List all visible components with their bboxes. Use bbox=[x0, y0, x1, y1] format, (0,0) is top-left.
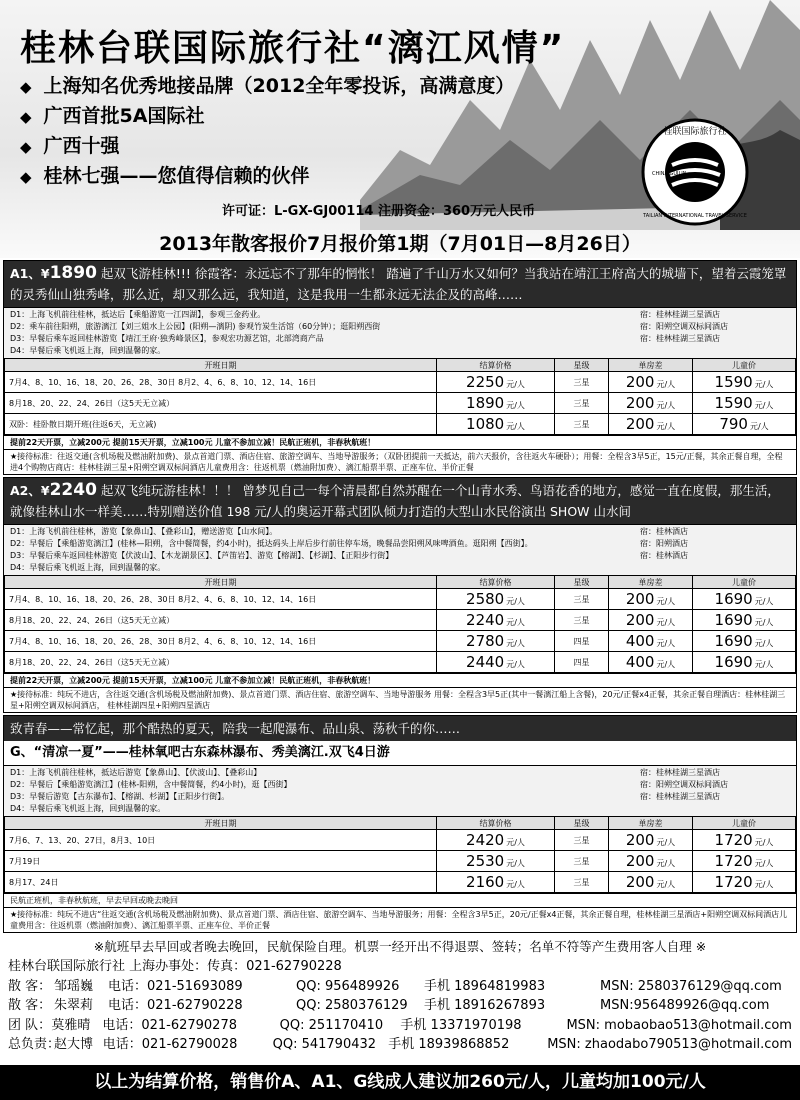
highlights-list bbox=[20, 72, 514, 192]
itinerary-hotel: 宿：桂林酒店 bbox=[640, 527, 688, 536]
itinerary-text: D3：早餐后乘车返回桂林游览【靖江王府·独秀峰景区】，参观宏功源艺馆，北部湾商产品 bbox=[10, 334, 324, 343]
price-row bbox=[5, 414, 796, 435]
contact-phone: 电话：021-62790028 bbox=[102, 1037, 238, 1052]
itinerary bbox=[4, 524, 796, 575]
price-table bbox=[4, 575, 796, 673]
child-price: 1690 元/人 bbox=[693, 589, 796, 610]
seal-side-text: CHINA GUILIN bbox=[652, 171, 687, 177]
col-price: 结算价格 bbox=[437, 817, 555, 830]
departure-dates: 7月6、7、13、20、27日，8月3、10日 bbox=[5, 830, 437, 851]
highlight-item bbox=[20, 132, 514, 162]
departure-dates: 8月18、20、22、24、26日（这5天无立减） bbox=[5, 610, 437, 631]
itinerary-hotel: 宿：阳朔空调双标间酒店 bbox=[640, 322, 728, 331]
price-row bbox=[5, 372, 796, 393]
service-standard-note: ★接待标准：往返交通(含机场税及燃油附加费)、景点首道门票、酒店住宿、旅游空调车、当地导游服务；（双卧团提前一天抵达，前六天报价，含往返火车硬卧）；用餐：全程含3早5正，15元/正餐，其余正餐自理，全程进4个购物店商店：桂林桂湖三星+阳朔空调双标间酒店儿童费用含：往返机票（燃油附加费）、漓江船票半票、正座车位、半价正餐 bbox=[4, 449, 796, 474]
child-price: 1720 元/人 bbox=[693, 872, 796, 893]
route-price: 2240 bbox=[49, 480, 97, 500]
itinerary-text: D4：早餐后乘飞机返上海，回到温馨的家。 bbox=[10, 346, 166, 355]
seal-bottom-text: TAILIAN INTERNATIONAL TRAVEL SERVICE bbox=[643, 213, 747, 219]
settle-price: 2580 元/人 bbox=[437, 589, 555, 610]
itinerary-hotel: 宿：桂林酒店 bbox=[640, 551, 688, 560]
child-price: 1690 元/人 bbox=[693, 652, 796, 673]
discount-note: 提前22天开票，立减200元 提前15天开票，立减100元 儿童不参加立减！民航正班机，非春秋航班！ bbox=[4, 673, 796, 687]
col-star: 星级 bbox=[555, 359, 609, 372]
itinerary-text: D2：乘车前往阳朔，旅游漓江【刘三姐水上公园】(阳朔—漓阴) 参观竹炭生活馆（60分钟）；逛阳朔西街 bbox=[10, 322, 381, 331]
price-row bbox=[5, 589, 796, 610]
contact-mobile: 手机 18964819983 bbox=[424, 978, 546, 994]
contact-phone: 电话：021-51693089 bbox=[108, 978, 243, 994]
contact-msn: MSN: zhaodabo790513@hotmail.com bbox=[547, 1037, 792, 1052]
price-row bbox=[5, 393, 796, 414]
itinerary-day bbox=[10, 562, 790, 574]
highlight-text: 桂林七强——您值得信赖的伙伴 bbox=[43, 165, 310, 187]
itinerary-hotel: 宿：桂林桂湖三星酒店 bbox=[640, 768, 720, 777]
contact-phone: 电话：021-62790228 bbox=[108, 998, 243, 1013]
highlight-text: 广西十强 bbox=[43, 135, 120, 157]
col-date: 开班日期 bbox=[5, 576, 437, 589]
itinerary-hotel: 宿：桂林桂湖三星酒店 bbox=[640, 310, 720, 319]
contact-role: 散 客： bbox=[8, 998, 52, 1013]
contact-msn: MSN: mobaobao513@hotmail.com bbox=[566, 1017, 792, 1033]
office-line: 桂林台联国际旅行社 上海办事处：传真：021-62790228 bbox=[8, 959, 342, 974]
company-title: 桂林台联国际旅行社“漓江风情” bbox=[20, 28, 566, 69]
price-table-header bbox=[5, 359, 796, 372]
child-price: 1590 元/人 bbox=[693, 372, 796, 393]
service-standard-note: ★接待标准：纯玩不进店“往返交通(含机场税及燃油附加费)、景点首道门票、酒店住宿、旅游空调车、当地导游服务；用餐：全程含3早5正，20元/正餐x4正餐，其余正餐自理，桂林桂湖三星酒店+阳朔空调双标间酒店儿童费用含：往返机票（燃油附加费）、漓江船票半票、正座车位、半价正餐 bbox=[4, 907, 796, 932]
itinerary-hotel: 宿：阳朔酒店 bbox=[640, 539, 688, 548]
itinerary-day bbox=[10, 526, 790, 538]
single-supplement: 200 元/人 bbox=[609, 372, 693, 393]
price-row bbox=[5, 631, 796, 652]
contact-mobile: 手机 18939868852 bbox=[388, 1037, 510, 1052]
diamond-bullet-icon: ◆ bbox=[20, 108, 32, 126]
route-a1 bbox=[3, 260, 797, 475]
col-price: 结算价格 bbox=[437, 359, 555, 372]
diamond-bullet-icon: ◆ bbox=[20, 168, 32, 186]
itinerary-day bbox=[10, 550, 790, 562]
highlight-text: 上海知名优秀地接品牌（2012全年零投诉，高满意度） bbox=[43, 75, 515, 97]
contact-name: 邹瑶巍 bbox=[54, 978, 94, 994]
child-price: 1690 元/人 bbox=[693, 631, 796, 652]
settle-price: 2250 元/人 bbox=[437, 372, 555, 393]
itinerary bbox=[4, 307, 796, 358]
star-level: 三星 bbox=[555, 610, 609, 631]
settle-price: 1080 元/人 bbox=[437, 414, 555, 435]
company-seal-logo bbox=[640, 117, 750, 227]
itinerary-hotel: 宿：阳朔空调双标间酒店 bbox=[640, 780, 728, 789]
single-supplement: 400 元/人 bbox=[609, 652, 693, 673]
departure-dates: 7月4、8、10、16、18、20、26、28、30日 8月2、4、6、8、10、12、14、16日 bbox=[5, 589, 437, 610]
contact-mobile: 手机 18916267893 bbox=[424, 998, 546, 1013]
contact-qq: QQ: 251170410 bbox=[279, 1017, 384, 1033]
star-level: 三星 bbox=[555, 872, 609, 893]
single-supplement: 200 元/人 bbox=[609, 872, 693, 893]
col-date: 开班日期 bbox=[5, 359, 437, 372]
itinerary-text: D1：上海飞机前往桂林，抵达后游览【象鼻山】、【伏波山】、【叠彩山】 bbox=[10, 768, 262, 777]
contact-role: 总负责： bbox=[8, 1037, 61, 1052]
pricing-footer: 以上为结算价格，销售价A、A1、G线成人建议加260元/人，儿童均加100元/人 bbox=[0, 1065, 800, 1100]
quote-period-title: 2013年散客报价7月报价第1期（7月01日—8月26日） bbox=[159, 233, 641, 255]
itinerary-hotel bbox=[640, 345, 790, 357]
price-row bbox=[5, 872, 796, 893]
child-price: 790 元/人 bbox=[693, 414, 796, 435]
child-price: 1690 元/人 bbox=[693, 610, 796, 631]
price-table bbox=[4, 358, 796, 435]
contact-phone: 电话：021-62790278 bbox=[102, 1017, 238, 1033]
departure-dates: 7月19日 bbox=[5, 851, 437, 872]
single-supplement: 200 元/人 bbox=[609, 851, 693, 872]
itinerary-text: D3：早餐后乘车返回桂林游览【伏波山】、【木龙湖景区】、【芦笛岩】、游览【榕湖】、【杉湖】、【正阳步行街】 bbox=[10, 551, 394, 560]
route-intro bbox=[4, 741, 796, 765]
service-standard-note: ★接待标准：纯玩不进店，含往返交通(含机场税及燃油附加费)、景点首道门票、酒店住宿、旅游空调车、当地导游服务 用餐：全程含3早5正(其中一餐漓江船上含餐)，20元/正餐x4正餐，其余正餐自理酒店：桂林桂湖三星+阳朔空调双标间酒店， 桂林桂湖四星+阳朔四星酒店 bbox=[4, 687, 796, 712]
price-table bbox=[4, 816, 796, 893]
star-level: 四星 bbox=[555, 631, 609, 652]
contact-role: 团 队： bbox=[8, 1017, 52, 1033]
itinerary-text: D2：早餐后【乘船游览漓江】(桂林—阳朔，含中餐简餐，约4小时)，抵达码头上岸后步行前往停车场，晚餐品尝阳朔风味啤酒鱼。逛阳朔【西街】。 bbox=[10, 539, 533, 548]
diamond-bullet-icon: ◆ bbox=[20, 78, 32, 96]
settle-price: 2780 元/人 bbox=[437, 631, 555, 652]
contact-qq: QQ: 541790432 bbox=[272, 1037, 377, 1052]
single-supplement: 200 元/人 bbox=[609, 830, 693, 851]
col-child: 儿童价 bbox=[693, 359, 796, 372]
star-level: 三星 bbox=[555, 414, 609, 435]
price-table-header bbox=[5, 576, 796, 589]
contact-role: 散 客： bbox=[8, 978, 52, 994]
child-price: 1720 元/人 bbox=[693, 830, 796, 851]
settle-price: 2160 元/人 bbox=[437, 872, 555, 893]
contact-msn: MSN:956489926@qq.com bbox=[600, 998, 770, 1013]
contact-list bbox=[0, 955, 800, 1055]
itinerary-day bbox=[10, 309, 790, 321]
route-description: “清凉一夏”——桂林氧吧古东森林瀑布、秀美漓江.双飞4日游 bbox=[33, 745, 390, 760]
itinerary-day bbox=[10, 345, 790, 357]
flight-warning: ※航班早去早回或者晚去晚回，民航保险自理。机票一经开出不得退票、签转；名单不符等产生费用客人自理 ※ bbox=[93, 939, 707, 954]
license-info: 许可证：L-GX-GJ00114 注册资金：360万元人民币 bbox=[222, 204, 536, 219]
col-single: 单房差 bbox=[609, 359, 693, 372]
route-a2 bbox=[3, 477, 797, 713]
contact-row bbox=[8, 996, 792, 1016]
contact-name: 赵大博 bbox=[54, 1037, 94, 1052]
route-code: G、 bbox=[10, 745, 34, 760]
contact-row bbox=[8, 1035, 792, 1055]
single-supplement: 200 元/人 bbox=[609, 393, 693, 414]
itinerary-day bbox=[10, 321, 790, 333]
col-price: 结算价格 bbox=[437, 576, 555, 589]
settle-price: 1890 元/人 bbox=[437, 393, 555, 414]
child-price: 1720 元/人 bbox=[693, 851, 796, 872]
contact-row bbox=[8, 977, 792, 997]
itinerary-day bbox=[10, 791, 790, 803]
flight-note: 民航正班机，非春秋航班，早去早回或晚去晚回 bbox=[4, 893, 796, 907]
itinerary-day bbox=[10, 767, 790, 779]
col-star: 星级 bbox=[555, 576, 609, 589]
route-tagline: 致青春——常忆起，那个酷热的夏天，陪我一起爬瀑布、品山泉、荡秋千的你…… bbox=[4, 716, 796, 741]
itinerary bbox=[4, 765, 796, 816]
contact-name: 朱翠莉 bbox=[54, 998, 94, 1013]
col-star: 星级 bbox=[555, 817, 609, 830]
departure-dates: 8月18、20、22、24、26日（这5天无立减） bbox=[5, 393, 437, 414]
star-level: 三星 bbox=[555, 851, 609, 872]
child-price: 1590 元/人 bbox=[693, 393, 796, 414]
route-intro bbox=[4, 478, 796, 524]
itinerary-hotel bbox=[640, 562, 790, 574]
itinerary-text: D1：上海飞机前往桂林，抵达后【乘船游览一江四湖】，参观三金药业。 bbox=[10, 310, 266, 319]
col-single: 单房差 bbox=[609, 817, 693, 830]
price-row bbox=[5, 851, 796, 872]
departure-dates: 7月4、8、10、16、18、20、26、28、30日 8月2、4、6、8、10、12、14、16日 bbox=[5, 372, 437, 393]
price-table-header bbox=[5, 817, 796, 830]
price-row bbox=[5, 652, 796, 673]
itinerary-text: D2：早餐后【乘船游览漓江】(桂林-阳朔，含中餐简餐，约4小时)，逛【西街】 bbox=[10, 780, 292, 789]
settle-price: 2420 元/人 bbox=[437, 830, 555, 851]
itinerary-text: D3：早餐后游览【古东瀑布】、【榕湖、杉湖】【正阳步行街】。 bbox=[10, 792, 230, 801]
route-description: 起双飞纯玩游桂林！！！ 曾梦见自己一每个清晨都自然苏醒在一个山青水秀、鸟语花香的地方，感觉一直在度假，那生活，就像桂林山水一样美……特别赠送价值 198 元/人的奥运开幕式团队倾力打造的大型山水民俗演出 SHOW 山水间 bbox=[10, 483, 780, 519]
itinerary-day bbox=[10, 538, 790, 550]
star-level: 三星 bbox=[555, 589, 609, 610]
itinerary-text: D4：早餐后乘飞机返上海，回到温馨的家。 bbox=[10, 563, 166, 572]
highlight-item bbox=[20, 72, 514, 102]
col-child: 儿童价 bbox=[693, 817, 796, 830]
col-single: 单房差 bbox=[609, 576, 693, 589]
contact-row bbox=[8, 1016, 792, 1036]
departure-dates: 8月17、24日 bbox=[5, 872, 437, 893]
itinerary-hotel bbox=[640, 803, 790, 815]
route-g bbox=[3, 715, 797, 933]
highlight-item bbox=[20, 162, 514, 192]
itinerary-day bbox=[10, 803, 790, 815]
star-level: 三星 bbox=[555, 372, 609, 393]
single-supplement: 200 元/人 bbox=[609, 589, 693, 610]
header-banner bbox=[0, 0, 800, 258]
itinerary-hotel: 宿：桂林桂湖三星酒店 bbox=[640, 334, 720, 343]
contact-qq: QQ: 956489926 bbox=[296, 978, 400, 994]
settle-price: 2440 元/人 bbox=[437, 652, 555, 673]
route-price: 1890 bbox=[49, 263, 97, 283]
itinerary-day bbox=[10, 779, 790, 791]
route-intro bbox=[4, 261, 796, 307]
contact-qq: QQ: 2580376129 bbox=[296, 998, 408, 1013]
contact-mobile: 手机 13371970198 bbox=[400, 1017, 522, 1033]
itinerary-text: D4：早餐后乘飞机返上海，回到温馨的家。 bbox=[10, 804, 166, 813]
star-level: 三星 bbox=[555, 393, 609, 414]
route-code: A2、¥ bbox=[10, 483, 50, 498]
contact-name: 莫雅晴 bbox=[51, 1017, 91, 1033]
departure-dates: 7月4、8、10、16、18、20、26、28、30日 8月2、4、6、8、10、12、14、16日 bbox=[5, 631, 437, 652]
col-date: 开班日期 bbox=[5, 817, 437, 830]
diamond-bullet-icon: ◆ bbox=[20, 138, 32, 156]
highlight-item bbox=[20, 102, 514, 132]
price-row bbox=[5, 610, 796, 631]
price-row bbox=[5, 830, 796, 851]
itinerary-day bbox=[10, 333, 790, 345]
departure-dates: 8月18、20、22、24、26日（这5天无立减） bbox=[5, 652, 437, 673]
single-supplement: 400 元/人 bbox=[609, 631, 693, 652]
discount-note: 提前22天开票，立减200元 提前15天开票，立减100元 儿童不参加立减！民航正班机，非春秋航班！ bbox=[4, 435, 796, 449]
settle-price: 2530 元/人 bbox=[437, 851, 555, 872]
single-supplement: 200 元/人 bbox=[609, 414, 693, 435]
route-description: 起双飞游桂林!!! 徐霞客：永远忘不了那年的惘怅！ 踏遍了千山万水又如何？当我站在靖江王府高大的城墙下，望着云霞笼罩的灵秀仙山独秀峰，那么近，却又那么远，我知道，这是我用一生都永远无法企及的高峰…… bbox=[10, 266, 787, 302]
highlight-text: 广西首批5A国际社 bbox=[43, 105, 205, 127]
contact-msn: MSN: 2580376129@qq.com bbox=[600, 978, 782, 994]
departure-dates: 双卧：桂卧散日期开班(往返6天，无立减) bbox=[5, 414, 437, 435]
col-child: 儿童价 bbox=[693, 576, 796, 589]
itinerary-hotel: 宿：桂林桂湖三星酒店 bbox=[640, 792, 720, 801]
star-level: 四星 bbox=[555, 652, 609, 673]
settle-price: 2240 元/人 bbox=[437, 610, 555, 631]
seal-top-text: 桂联国际旅行社 bbox=[663, 127, 727, 137]
single-supplement: 200 元/人 bbox=[609, 610, 693, 631]
star-level: 三星 bbox=[555, 830, 609, 851]
route-code: A1、¥ bbox=[10, 266, 50, 281]
itinerary-text: D1：上海飞机前往桂林，游览【象鼻山】、【叠彩山】，赠送游览【山水间】。 bbox=[10, 527, 278, 536]
